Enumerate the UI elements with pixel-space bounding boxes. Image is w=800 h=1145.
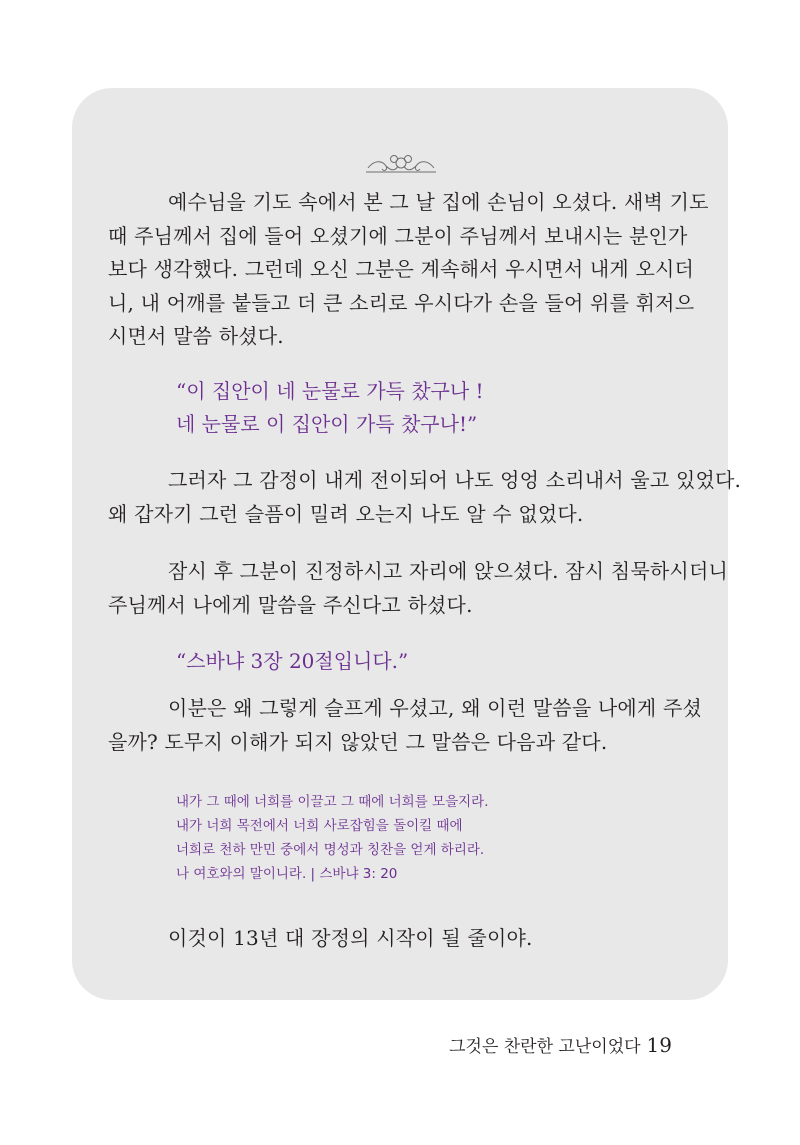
verse-line: 너희로 천하 만민 중에서 명성과 칭찬을 얻게 하리라. [176,842,485,858]
text-line: 때 주님께서 집에 들어 오셨기에 그분이 주님께서 보내시는 분인가 [108,223,688,248]
text-line: 왜 갑자기 그런 슬픔이 밀려 오는지 나도 알 수 없었다. [108,501,584,526]
verse-line: 나 여호와의 말이니라. | 스바냐 3: 20 [176,866,398,882]
text-line: 그러자 그 감정이 내게 전이되어 나도 엉엉 소리내서 울고 있었다. [168,468,742,492]
text-line: 이분은 왜 그렇게 슬프게 우셨고, 왜 이런 말씀을 나에게 주셨 [168,696,703,720]
page-footer [449,1032,672,1057]
text-line: 보다 생각했다. 그런데 오신 그분은 계속해서 우시면서 내게 오시더 [108,257,695,281]
paragraph-1 [108,186,709,354]
text-line: 잠시 후 그분이 진정하시고 자리에 앉으셨다. 잠시 침묵하시더니 [168,559,728,583]
text-line: 니, 내 어깨를 붙들고 더 큰 소리로 우시다가 손을 들어 위를 휘저으 [108,290,695,315]
paragraph-5 [108,922,676,956]
page-number: 19 [646,1033,672,1057]
quote-line: “스바냐 3장 20절입니다.” [176,649,409,673]
text-line: 이것이 13년 대 장정의 시작이 될 줄이야. [168,926,533,950]
quote-1 [176,375,484,441]
text-line: 주님께서 나에게 말씀을 주신다고 하셨다. [108,592,473,617]
paragraph-4 [108,692,703,759]
quote-line: “이 집안이 네 눈물로 가득 찼구나 ! [176,379,484,403]
verse-line: 내가 너희 목전에서 너희 사로잡힘을 돌이킬 때에 [176,818,463,834]
text-line: 시면서 말씀 하셨다. [108,324,284,348]
paragraph-3 [108,555,728,622]
paragraph-2 [108,464,742,531]
quote-2 [176,645,408,678]
quote-line: 네 눈물로 이 집안이 가득 찼구나!” [176,412,478,436]
book-title: 그것은 찬란한 고난이었다 [449,1037,641,1057]
scripture-verse [176,790,488,886]
verse-line: 내가 그 때에 너희를 이끌고 그 때에 너희를 모을지라. [176,794,489,810]
floral-ornament-icon [364,150,438,178]
text-line: 예수님을 기도 속에서 본 그 날 집에 손님이 오셨다. 새벽 기도 [168,190,709,214]
text-line: 을까? 도무지 이해가 되지 않았던 그 말씀은 다음과 같다. [108,729,608,754]
